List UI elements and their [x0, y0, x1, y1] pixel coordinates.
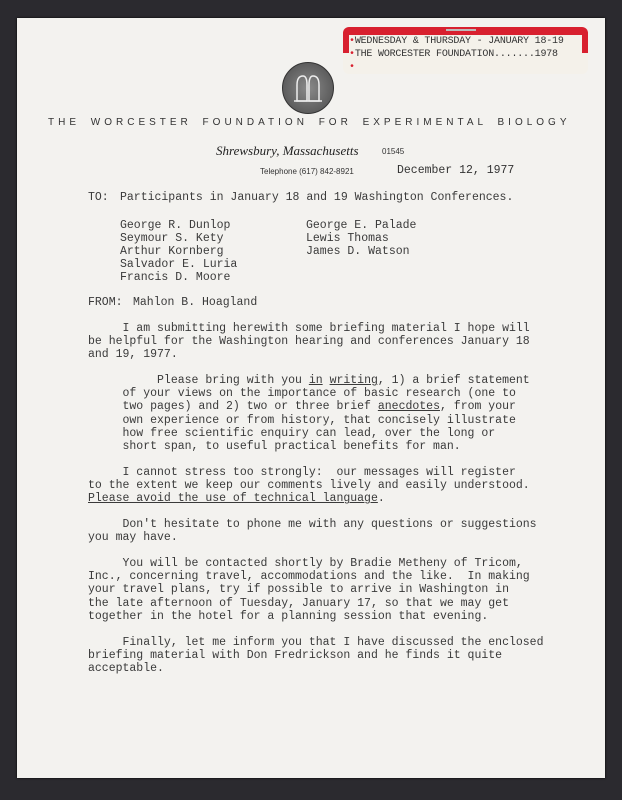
recipient-name: Salvador E. Luria — [120, 258, 238, 271]
paragraph-3 — [88, 466, 530, 506]
paragraph-5 — [88, 557, 530, 623]
recipients-column-1 — [120, 219, 237, 284]
text-segment: Inc., concerning travel, accommodations and the like. In making — [88, 570, 530, 584]
text-segment: how free scientific enquiry can lead, over the long or — [88, 426, 496, 440]
text-line — [88, 649, 543, 662]
to-text: Participants in January 18 and 19 Washington Conferences. — [120, 191, 514, 204]
text-segment: Don't hesitate to phone me with any questions or suggestions — [88, 518, 537, 531]
text-line — [88, 531, 537, 544]
text-line — [88, 557, 530, 570]
label-line-1: WEDNESDAY & THURSDAY - JANUARY 18-19 — [354, 36, 564, 47]
from-label: FROM: — [88, 296, 123, 309]
label-tab — [446, 29, 476, 31]
text-segment: and 19, 1977. — [88, 348, 178, 362]
foundation-seal-logo — [282, 62, 334, 114]
recipients-column-2 — [306, 219, 416, 258]
text-segment: briefing material with Don Fredrickson and he finds it quite — [88, 649, 503, 663]
text-line — [88, 387, 530, 400]
text-segment: to the extent we keep our comments lively and easily understood. — [88, 479, 530, 493]
paragraph-6 — [88, 636, 543, 676]
paragraph-2 — [88, 374, 530, 453]
text-line — [88, 335, 530, 348]
text-line — [88, 570, 530, 583]
text-line — [88, 518, 537, 531]
text-segment: , 1) a brief statement — [377, 374, 530, 387]
letterhead-zip: 01545 — [382, 147, 405, 156]
from-text: Mahlon B. Hoagland — [133, 296, 258, 309]
text-segment: be helpful for the Washington hearing and conferences January 18 — [88, 335, 530, 349]
text-segment: I am submitting herewith some briefing material I hope will — [88, 322, 530, 335]
bullet-icon: • — [349, 36, 355, 47]
paragraph-1 — [88, 322, 530, 362]
text-segment: together in the hotel for a planning session that evening. — [88, 609, 489, 623]
text-line — [88, 400, 530, 413]
text-segment: two pages) and 2) two or three brief — [88, 400, 378, 414]
text-segment: the late afternoon of Tuesday, January 17, so that we may get — [88, 596, 509, 610]
text-segment: own experience or from history, that concisely illustrate — [88, 413, 516, 427]
text-segment: Finally, let me inform you that I have discussed the enclosed — [88, 636, 544, 649]
text-segment: of your views on the importance of basic research (one to — [88, 387, 516, 401]
recipient-name: Lewis Thomas — [306, 232, 389, 245]
text-line — [88, 414, 530, 427]
text-line — [88, 348, 530, 361]
text-line — [88, 610, 530, 623]
underlined-text: writing — [329, 374, 378, 387]
text-line — [88, 492, 530, 505]
label-edge — [582, 33, 588, 53]
text-segment: I cannot stress too strongly: our messages will register — [88, 466, 516, 479]
recipient-name: George E. Palade — [306, 219, 417, 232]
text-line — [88, 322, 530, 335]
text-segment: You will be contacted shortly by Bradie Metheny of Tricom, — [88, 557, 523, 570]
text-segment — [323, 374, 330, 387]
underlined-text: in — [308, 374, 323, 387]
text-line — [88, 597, 530, 610]
recipient-name: George R. Dunlop — [120, 219, 231, 232]
text-line — [88, 466, 530, 479]
text-segment: Please bring with you — [88, 374, 309, 387]
label-line-2: THE WORCESTER FOUNDATION.......1978 — [354, 49, 558, 60]
text-segment: short span, to useful practical benefits for man. — [88, 440, 461, 454]
text-segment: you may have. — [88, 531, 178, 545]
text-segment: . — [377, 492, 385, 506]
text-line — [88, 440, 530, 453]
to-label: TO: — [88, 191, 109, 204]
letter-date: December 12, 1977 — [397, 164, 515, 177]
text-line — [88, 583, 530, 596]
bullet-icon: • — [349, 62, 355, 73]
text-line — [88, 479, 530, 492]
text-line — [88, 374, 530, 387]
paragraph-4 — [88, 518, 537, 544]
recipient-name: Arthur Kornberg — [120, 245, 224, 258]
letterhead-city: Shrewsbury, Massachusetts — [216, 143, 359, 158]
text-line — [88, 427, 530, 440]
text-segment: acceptable. — [88, 662, 164, 676]
archive-label — [343, 27, 588, 74]
underlined-text: anecdotes — [377, 400, 440, 414]
text-segment: your travel plans, try if possible to arrive in Washington in — [88, 583, 509, 597]
text-line — [88, 636, 543, 649]
letterhead-name: THE WORCESTER FOUNDATION FOR EXPERIMENTAL BIOLOGY — [48, 117, 571, 128]
underlined-text: Please avoid the use of technical language — [88, 492, 378, 506]
letterhead-telephone: Telephone (617) 842-8921 — [260, 167, 354, 176]
recipient-name: James D. Watson — [306, 245, 410, 258]
text-line — [88, 662, 543, 675]
recipient-name: Seymour S. Kety — [120, 232, 224, 245]
recipient-name: Francis D. Moore — [120, 271, 231, 284]
bullet-icon: • — [349, 49, 355, 60]
text-segment: , from your — [439, 400, 516, 414]
